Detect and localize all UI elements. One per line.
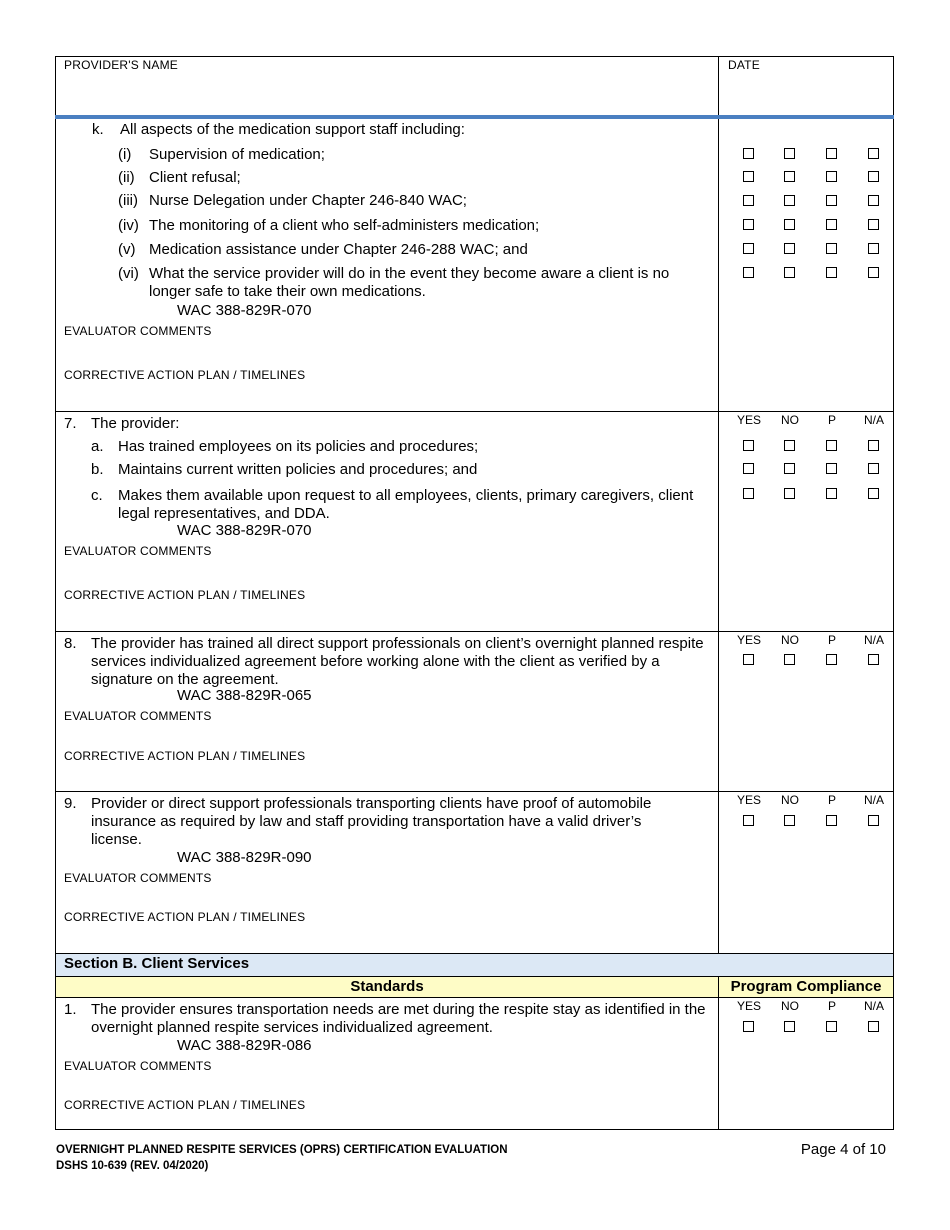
partial-checkbox[interactable] — [826, 267, 837, 278]
no-checkbox[interactable] — [784, 488, 795, 499]
na-header: N/A — [863, 633, 884, 647]
subitem-marker: (i) — [118, 146, 132, 163]
na-checkbox[interactable] — [868, 243, 879, 254]
yes-checkbox[interactable] — [743, 440, 754, 451]
item-7-text: The provider: — [91, 415, 180, 432]
subitem-text: Medication assistance under Chapter 246-288 WAC; and — [149, 241, 528, 258]
yes-checkbox[interactable] — [743, 1021, 754, 1032]
item-8-marker: 8. — [64, 635, 77, 652]
evaluator-comments-label: EVALUATOR COMMENTS — [64, 324, 212, 338]
header-accent-rule — [55, 115, 894, 119]
yes-header: YES — [736, 793, 761, 807]
partial-header: P — [827, 413, 836, 427]
no-checkbox[interactable] — [784, 219, 795, 230]
row-divider — [55, 997, 894, 998]
wac-reference: WAC 388-829R-090 — [177, 849, 312, 866]
yes-checkbox[interactable] — [743, 195, 754, 206]
evaluator-comments-label: EVALUATOR COMMENTS — [64, 544, 212, 558]
wac-reference: WAC 388-829R-065 — [177, 687, 312, 704]
subitem-text: Makes them available upon request to all employees, clients, primary caregivers, client legal representatives, and DDA. — [118, 487, 694, 522]
evaluator-comments-label: EVALUATOR COMMENTS — [64, 1059, 212, 1073]
yes-checkbox[interactable] — [743, 815, 754, 826]
yes-checkbox[interactable] — [743, 463, 754, 474]
program-compliance-label: Program Compliance — [730, 978, 882, 995]
no-checkbox[interactable] — [784, 195, 795, 206]
table-bottom-border — [55, 1129, 894, 1130]
partial-checkbox[interactable] — [826, 195, 837, 206]
na-checkbox[interactable] — [868, 171, 879, 182]
corrective-action-label: CORRECTIVE ACTION PLAN / TIMELINES — [64, 368, 306, 382]
evaluator-comments-label: EVALUATOR COMMENTS — [64, 871, 212, 885]
evaluator-comments-label: EVALUATOR COMMENTS — [64, 709, 212, 723]
yes-checkbox[interactable] — [743, 219, 754, 230]
na-checkbox[interactable] — [868, 815, 879, 826]
na-checkbox[interactable] — [868, 488, 879, 499]
subitem-marker: (iv) — [118, 217, 139, 234]
no-checkbox[interactable] — [784, 148, 795, 159]
na-checkbox[interactable] — [868, 267, 879, 278]
yes-header: YES — [736, 413, 761, 427]
yes-header: YES — [736, 633, 761, 647]
corrective-action-label: CORRECTIVE ACTION PLAN / TIMELINES — [64, 1098, 306, 1112]
subitem-marker: a. — [91, 438, 104, 455]
partial-checkbox[interactable] — [826, 488, 837, 499]
partial-checkbox[interactable] — [826, 243, 837, 254]
na-checkbox[interactable] — [868, 195, 879, 206]
subitem-marker: b. — [91, 461, 104, 478]
na-checkbox[interactable] — [868, 1021, 879, 1032]
date-field[interactable] — [724, 75, 889, 111]
yes-checkbox[interactable] — [743, 243, 754, 254]
partial-checkbox[interactable] — [826, 654, 837, 665]
item-k-marker: k. — [92, 121, 104, 138]
wac-reference: WAC 388-829R-086 — [177, 1037, 312, 1054]
yes-checkbox[interactable] — [743, 488, 754, 499]
na-checkbox[interactable] — [868, 219, 879, 230]
standards-label: Standards — [350, 978, 424, 995]
partial-checkbox[interactable] — [826, 148, 837, 159]
provider-name-field[interactable] — [60, 75, 710, 111]
wac-reference: WAC 388-829R-070 — [177, 302, 312, 319]
corrective-action-label: CORRECTIVE ACTION PLAN / TIMELINES — [64, 588, 306, 602]
table-right-border — [893, 119, 894, 1130]
subitem-text: Supervision of medication; — [149, 146, 325, 163]
no-checkbox[interactable] — [784, 171, 795, 182]
no-checkbox[interactable] — [784, 243, 795, 254]
partial-checkbox[interactable] — [826, 815, 837, 826]
partial-header: P — [827, 999, 836, 1013]
provider-name-label: PROVIDER'S NAME — [64, 58, 178, 72]
no-checkbox[interactable] — [784, 463, 795, 474]
wac-reference: WAC 388-829R-070 — [177, 522, 312, 539]
page-number: Page 4 of 10 — [800, 1141, 886, 1158]
subitem-text: Has trained employees on its policies and procedures; — [118, 438, 479, 455]
na-checkbox[interactable] — [868, 654, 879, 665]
corrective-action-label: CORRECTIVE ACTION PLAN / TIMELINES — [64, 910, 306, 924]
partial-checkbox[interactable] — [826, 440, 837, 451]
yes-header: YES — [736, 999, 761, 1013]
no-checkbox[interactable] — [784, 654, 795, 665]
yes-checkbox[interactable] — [743, 267, 754, 278]
partial-checkbox[interactable] — [826, 219, 837, 230]
no-checkbox[interactable] — [784, 1021, 795, 1032]
subitem-marker: (iii) — [118, 192, 138, 209]
subitem-text: Maintains current written policies and procedures; and — [118, 461, 478, 478]
na-checkbox[interactable] — [868, 148, 879, 159]
row-divider — [55, 791, 894, 792]
partial-checkbox[interactable] — [826, 171, 837, 182]
no-header: NO — [781, 999, 799, 1013]
item-9-text: Provider or direct support professionals transporting clients have proof of automobile insurance as required by law and staff providing transportation have a valid driver’s license. — [91, 795, 652, 848]
item-9-marker: 9. — [64, 795, 77, 812]
partial-checkbox[interactable] — [826, 1021, 837, 1032]
header-divider — [718, 56, 719, 116]
na-checkbox[interactable] — [868, 463, 879, 474]
item-7-marker: 7. — [64, 415, 77, 432]
subitem-text: The monitoring of a client who self-administers medication; — [149, 217, 540, 234]
subitem-text: Client refusal; — [149, 169, 241, 186]
section-b-item-1-marker: 1. — [64, 1001, 77, 1018]
subitem-marker: (vi) — [118, 265, 139, 282]
footer-form-number: DSHS 10-639 (REV. 04/2020) — [56, 1160, 209, 1172]
subitem-text: What the service provider will do in the event they become aware a client is no longer safe to take their own medications. — [149, 265, 670, 300]
no-checkbox[interactable] — [784, 815, 795, 826]
no-checkbox[interactable] — [784, 267, 795, 278]
no-header: NO — [781, 413, 799, 427]
yes-checkbox[interactable] — [743, 654, 754, 665]
subitem-marker: (ii) — [118, 169, 135, 186]
corrective-action-label: CORRECTIVE ACTION PLAN / TIMELINES — [64, 749, 306, 763]
footer-form-title: OVERNIGHT PLANNED RESPITE SERVICES (OPRS) CERTIFICATION EVALUATION — [56, 1144, 508, 1156]
subitem-text: Nurse Delegation under Chapter 246-840 WAC; — [149, 192, 467, 209]
row-divider — [55, 411, 894, 412]
yes-checkbox[interactable] — [743, 148, 754, 159]
row-divider — [55, 631, 894, 632]
na-header: N/A — [863, 413, 884, 427]
yes-checkbox[interactable] — [743, 171, 754, 182]
item-8-text: The provider has trained all direct support professionals on client’s overnight planned respite services individualized agreement before working alone with the client as verified by a signature on the agreement. — [91, 635, 704, 688]
partial-header: P — [827, 633, 836, 647]
partial-checkbox[interactable] — [826, 463, 837, 474]
date-label: DATE — [728, 58, 760, 72]
na-checkbox[interactable] — [868, 440, 879, 451]
no-header: NO — [781, 633, 799, 647]
no-checkbox[interactable] — [784, 440, 795, 451]
section-b-item-1-text: The provider ensures transportation needs are met during the respite stay as identified in the overnight planned respite services individualized agreement. — [91, 1001, 706, 1036]
subitem-marker: (v) — [118, 241, 136, 258]
no-header: NO — [781, 793, 799, 807]
subitem-marker: c. — [91, 487, 103, 504]
na-header: N/A — [863, 793, 884, 807]
item-k-text: All aspects of the medication support staff including: — [120, 121, 465, 138]
partial-header: P — [827, 793, 836, 807]
section-b-title: Section B. Client Services — [64, 955, 250, 972]
na-header: N/A — [863, 999, 884, 1013]
